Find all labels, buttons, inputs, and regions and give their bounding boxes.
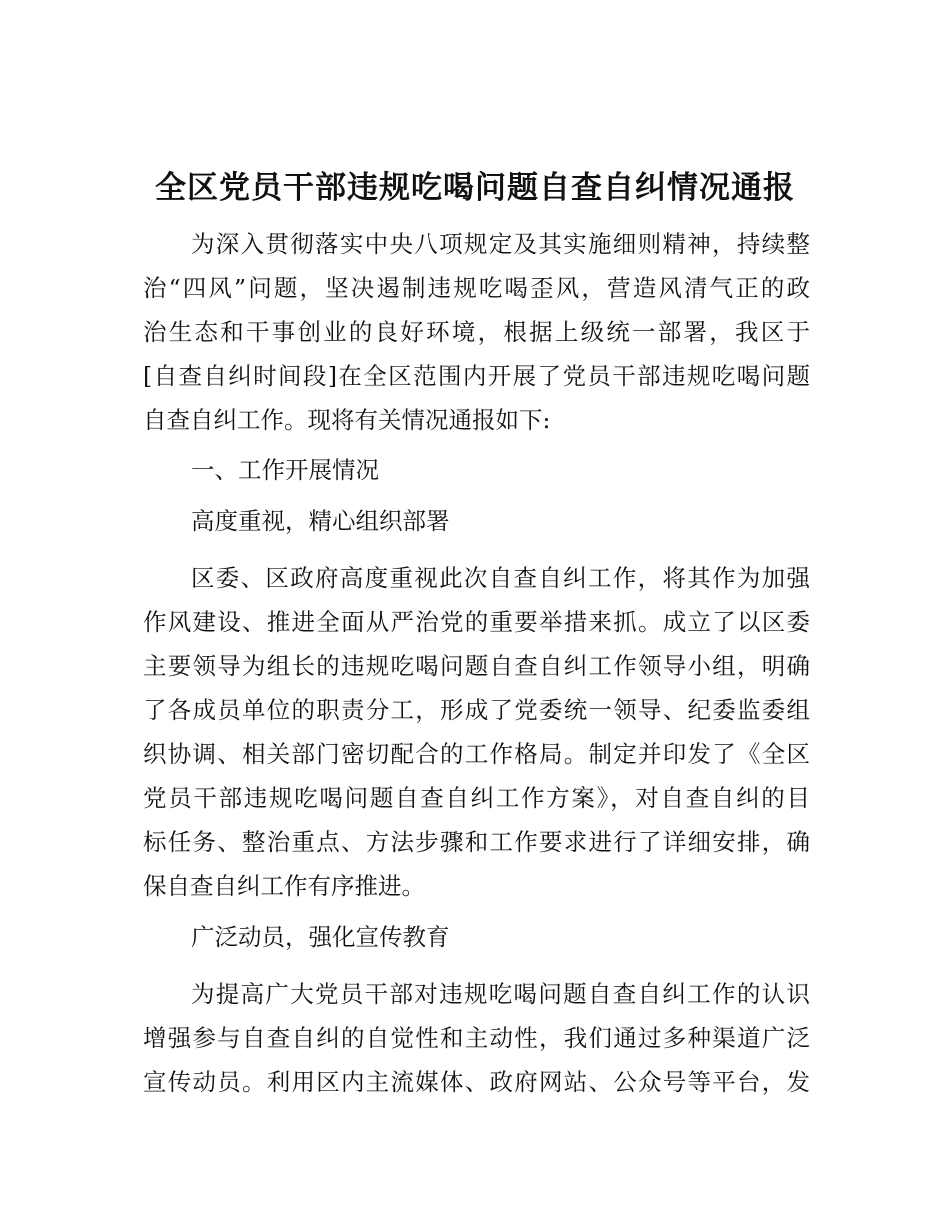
text-line: 自查自纠工作。现将有关情况通报如下: xyxy=(143,406,551,434)
subheading: 广泛动员，强化宣传教育 xyxy=(191,923,450,951)
text-line: 为深入贯彻落实中央八项规定及其实施细则精神，持续整 xyxy=(191,230,810,258)
document-title: 全区党员干部违规吃喝问题自查自纠情况通报 xyxy=(155,170,795,206)
subheading: 高度重视，精心组织部署 xyxy=(191,507,450,535)
intro-paragraph xyxy=(143,222,810,442)
body-paragraph xyxy=(143,972,810,1104)
text-line: 标任务、整治重点、方法步骤和工作要求进行了详细安排，确 xyxy=(143,828,810,856)
text-line: 主要领导为组长的违规吃喝问题自查自纠工作领导小组，明确 xyxy=(143,652,810,680)
text-line: 为提高广大党员干部对违规吃喝问题自查自纠工作的认识 xyxy=(191,980,810,1008)
text-line: 了各成员单位的职责分工，形成了党委统一领导、纪委监委组 xyxy=(143,696,810,724)
text-line: 宣传动员。利用区内主流媒体、政府网站、公众号等平台，发 xyxy=(143,1068,810,1096)
text-line: [自查自纠时间段]在全区范围内开展了党员干部违规吃喝问题 xyxy=(143,362,810,390)
text-line: 区委、区政府高度重视此次自查自纠工作，将其作为加强 xyxy=(191,564,810,592)
text-line: 织协调、相关部门密切配合的工作格局。制定并印发了《全区 xyxy=(143,740,810,768)
text-line: 治生态和干事创业的良好环境，根据上级统一部署，我区于 xyxy=(143,318,810,346)
text-line: 增强参与自查自纠的自觉性和主动性，我们通过多种渠道广泛 xyxy=(143,1024,810,1052)
text-line: 保自查自纠工作有序推进。 xyxy=(143,872,425,900)
section-heading: 一、工作开展情况 xyxy=(191,456,379,484)
text-line: 作风建设、推进全面从严治党的重要举措来抓。成立了以区委 xyxy=(143,608,810,636)
text-line: 党员干部违规吃喝问题自查自纠工作方案》，对自查自纠的目 xyxy=(143,784,810,812)
body-paragraph xyxy=(143,556,810,908)
text-line: 治“四风”问题，坚决遏制违规吃喝歪风，营造风清气正的政 xyxy=(143,274,810,302)
